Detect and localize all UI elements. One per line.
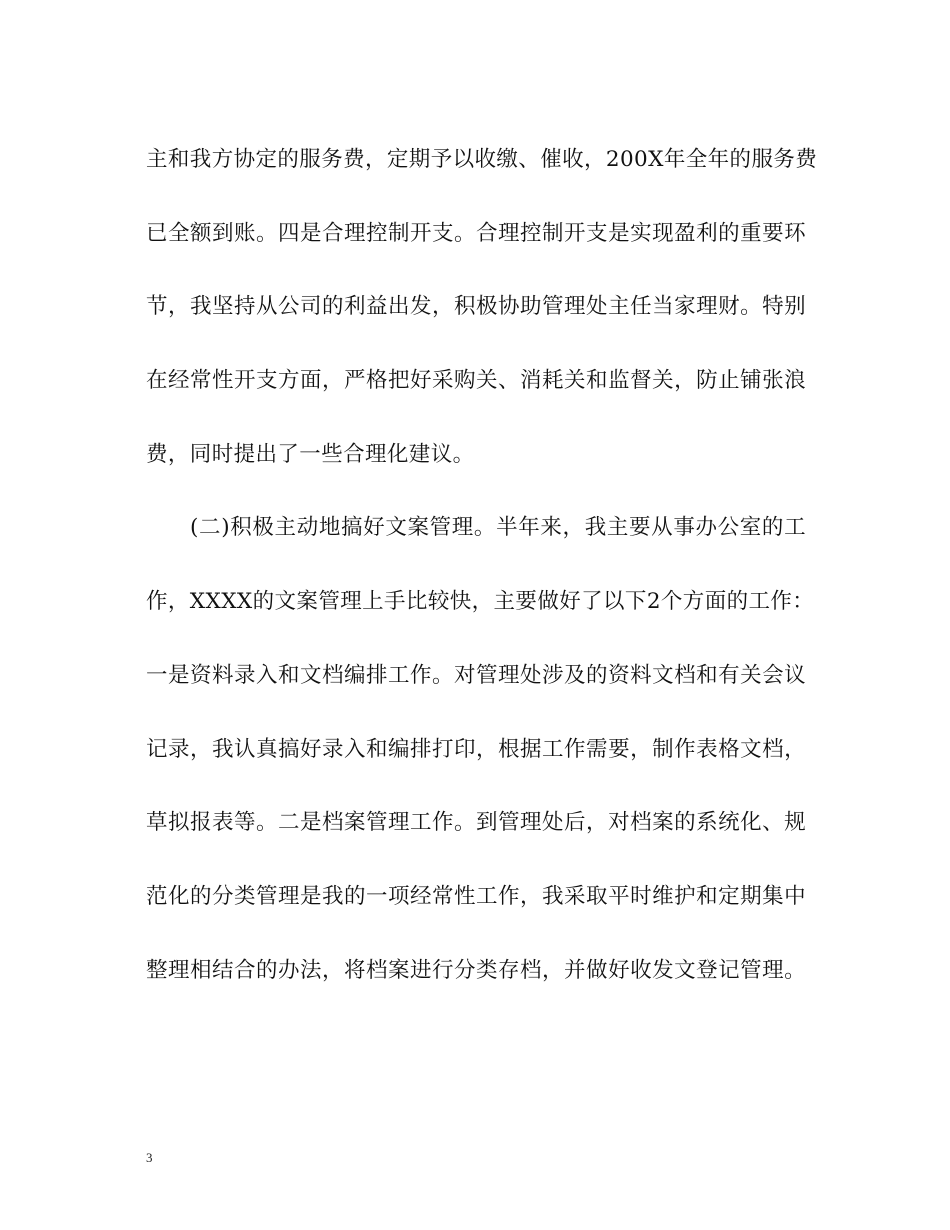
text-line: 范化的分类管理是我的一项经常性工作，我采取平时维护和定期集中: [146, 883, 806, 909]
text-line: 主和我方协定的服务费，定期予以收缴、催收，200X年全年的服务费: [146, 147, 818, 172]
body-text: [146, 136, 818, 1020]
text-line: 整理相结合的办法，将档案进行分类存档，并做好收发文登记管理。: [146, 957, 806, 983]
text-line: 一是资料录入和文档编排工作。对管理处涉及的资料文档和有关会议: [146, 662, 806, 688]
paragraph-first-line: (二)积极主动地搞好文案管理。半年来，我主要从事办公室的工: [190, 515, 806, 541]
text-line: 草拟报表等。二是档案管理工作。到管理处后，对档案的系统化、规: [146, 810, 806, 836]
text-line: 在经常性开支方面，严格把好采购关、消耗关和监督关，防止铺张浪: [146, 368, 806, 394]
text-line: 节，我坚持从公司的利益出发，积极协助管理处主任当家理财。特别: [146, 294, 806, 320]
text-line: 作，XXXX的文案管理上手比较快，主要做好了以下2个方面的工作：: [146, 589, 815, 615]
text-line: 费，同时提出了一些合理化建议。: [146, 441, 475, 467]
page-number: 3: [146, 1150, 153, 1165]
text-line: 记录，我认真搞好录入和编排打印，根据工作需要，制作表格文档，: [146, 736, 806, 762]
text-line: 已全额到账。四是合理控制开支。合理控制开支是实现盈利的重要环: [146, 220, 806, 246]
